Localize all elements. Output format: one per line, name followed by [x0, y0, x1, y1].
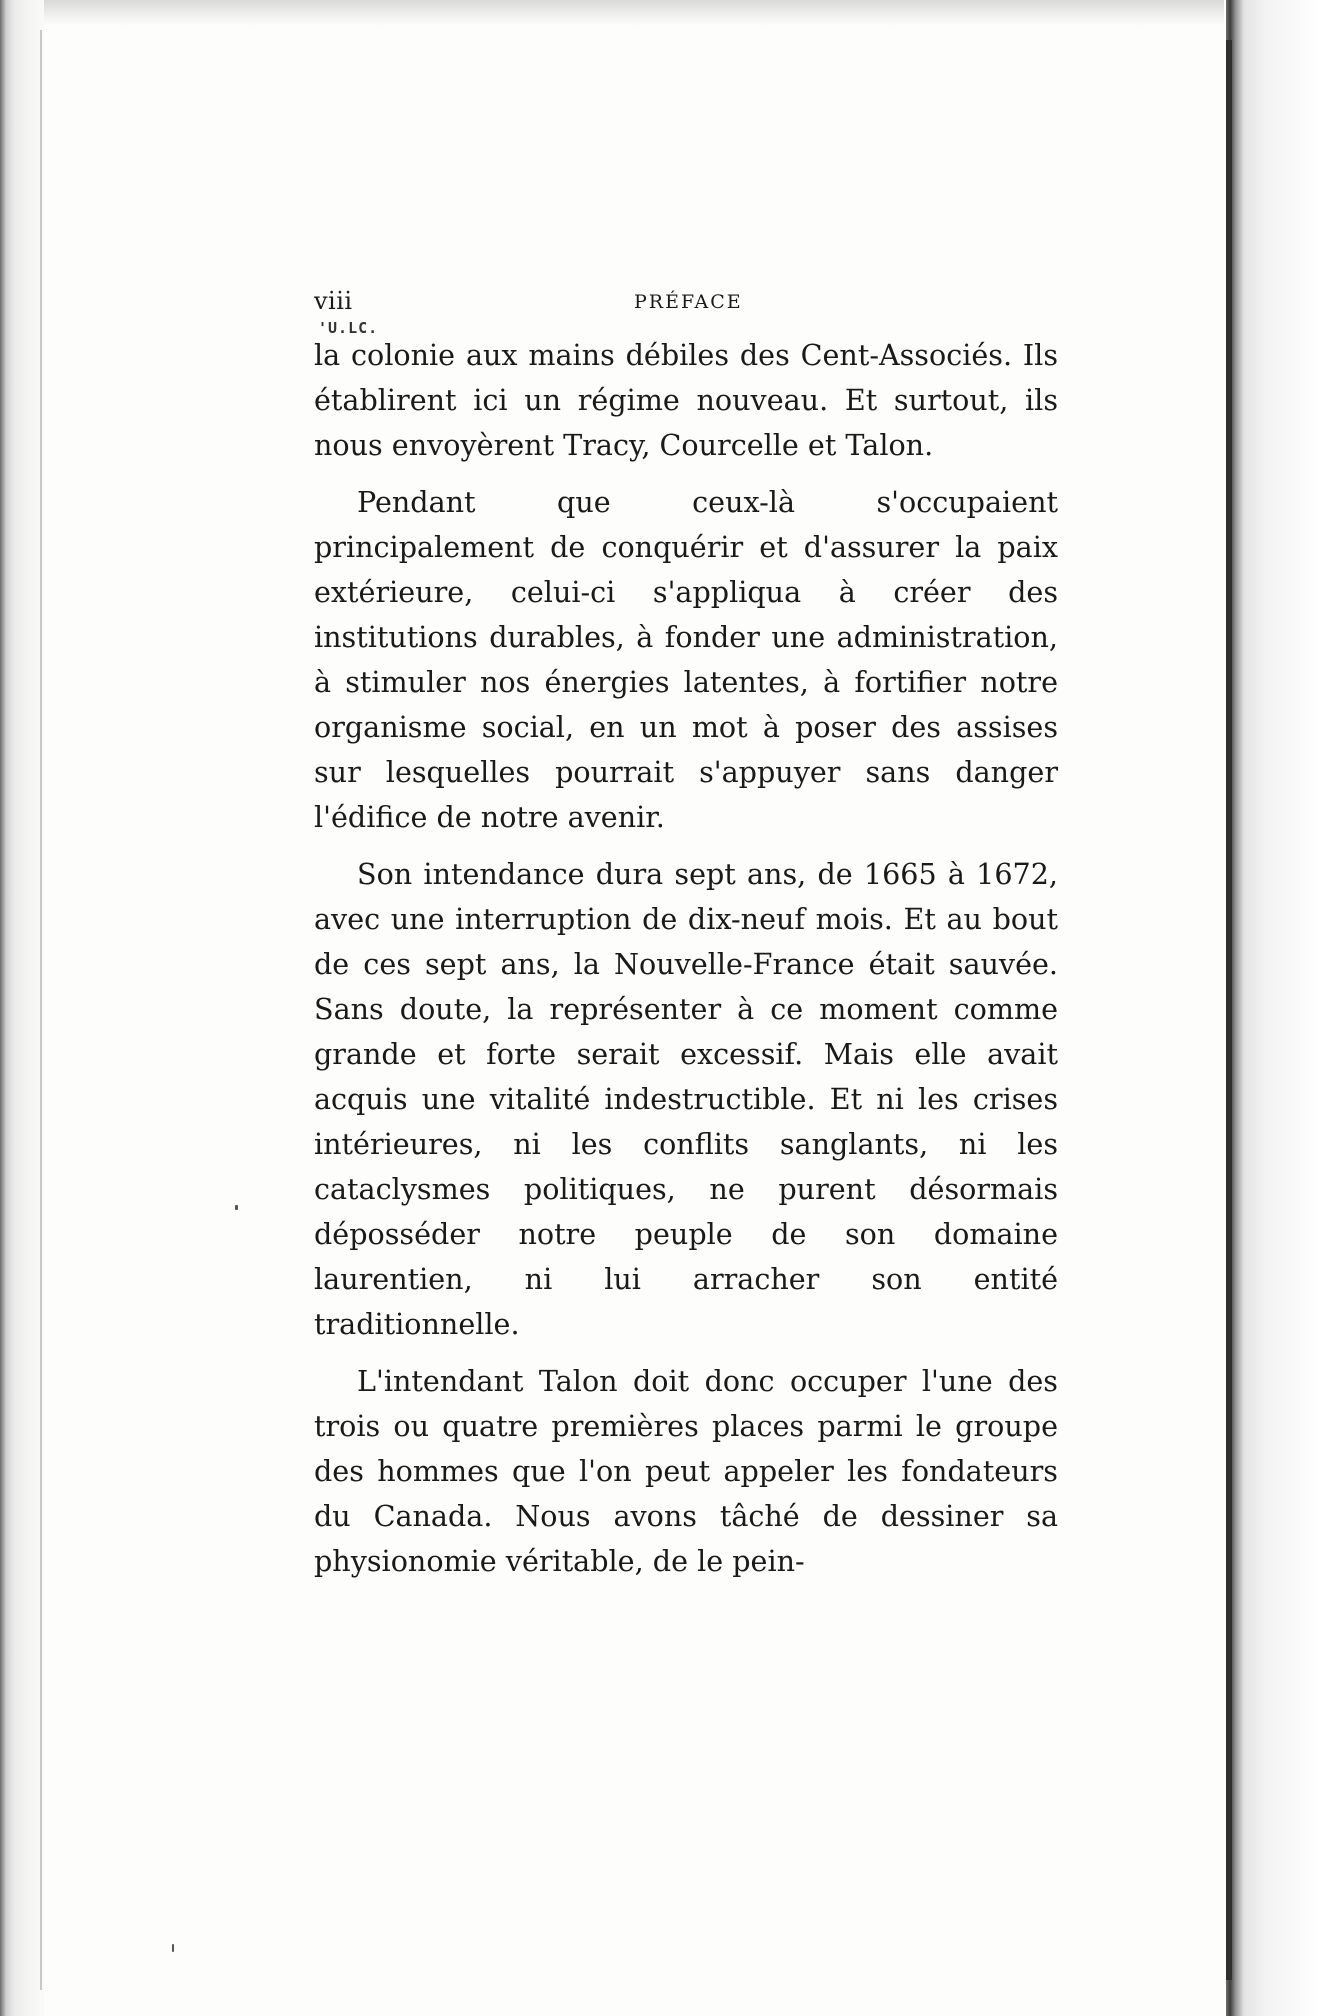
scanner-edge-band [1226, 40, 1232, 1980]
binding-edge-line [40, 30, 42, 1990]
dust-speck [172, 1944, 174, 1952]
dust-speck [235, 1205, 238, 1210]
binding-edge [0, 0, 44, 2016]
paragraph: L'intendant Talon doit donc occuper l'une des trois ou quatre premières places parmi le groupe des hommes que l'on peut appeler les fondateurs du Canada. Nous avons tâché de dessiner sa physionomie véritable, de le pein- [314, 1364, 1058, 1578]
paragraph: Pendant que ceux-là s'occupaient principalement de conquérir et d'assurer la paix extérieure, celui-ci s'appliqua à créer des institutions durables, à fonder une administration, à stimuler nos énergies latentes, à fortifier notre organisme social, en un mot à poser des assises sur lesquelles pourrait s'appuyer sans danger l'édifice de notre avenir. [314, 485, 1058, 834]
paragraph: la colonie aux mains débiles des Cent-Associés. Ils établirent ici un régime nouveau. Et surtout, ils nous envoyèrent Tracy, Courcelle et Talon. [314, 338, 1058, 462]
running-title: PRÉFACE [634, 291, 743, 313]
paragraph: Son intendance dura sept ans, de 1665 à 1672, avec une interruption de dix-neuf mois. Et au bout de ces sept ans, la Nouvelle-France était sauvée. Sans doute, la représenter à ce moment comme grande et forte serait excessif. Mais elle avait acquis une vitalité indestructible. Et ni les crises intérieures, ni les conflits sanglants, ni les cataclysmes politiques, ne purent désormais déposséder notre peuple de son domaine laurentien, ni lui arracher son entité traditionnelle. [314, 857, 1058, 1341]
top-shadow [44, 0, 1224, 26]
body-text [314, 333, 1058, 1584]
page-number: viii [314, 287, 353, 315]
library-stamp: 'U.LC. [318, 319, 379, 337]
running-head [314, 287, 1058, 337]
book-page [314, 287, 1058, 1596]
scanner-edge-strip [1226, 0, 1320, 2016]
